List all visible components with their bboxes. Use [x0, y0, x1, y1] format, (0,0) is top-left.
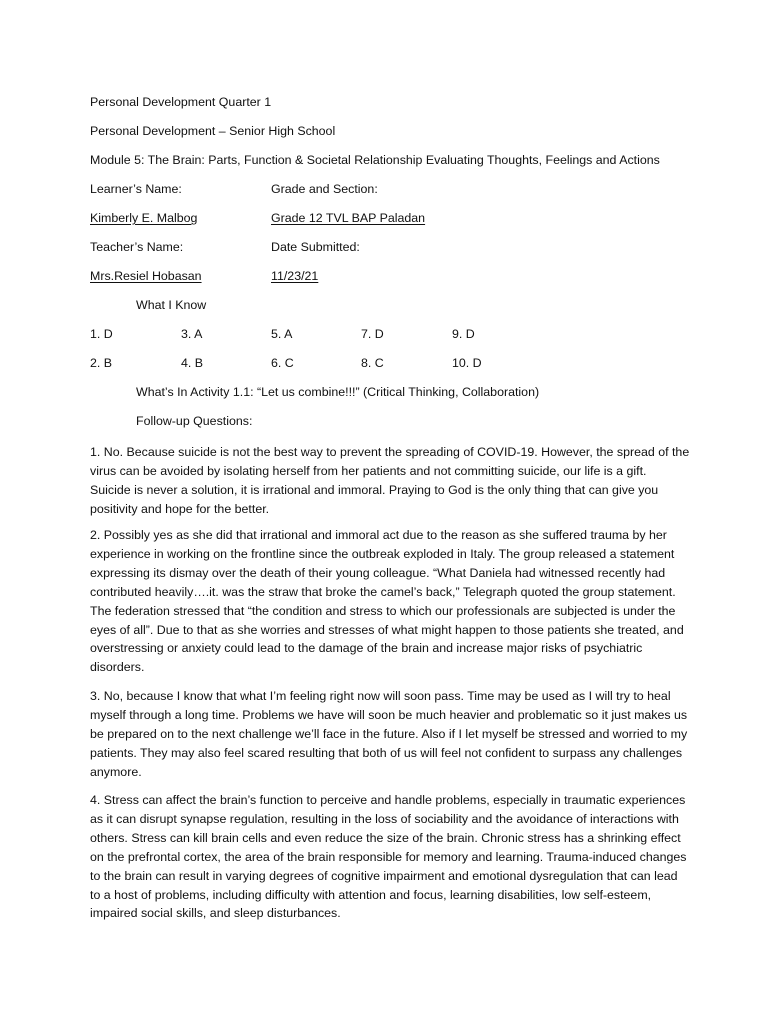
- teacher-name-label: Teacher’s Name:: [90, 240, 184, 254]
- learner-name-label: Learner’s Name:: [90, 182, 182, 196]
- answer-key-item: 7. D: [361, 327, 384, 341]
- date-submitted-value: 11/23/21: [271, 269, 319, 283]
- grade-section-value: Grade 12 TVL BAP Paladan: [271, 211, 426, 225]
- module-title: Module 5: The Brain: Parts, Function & Societal Relationship Evaluating Thoughts, Feelings and Actions: [90, 153, 660, 167]
- answer-paragraph-1: 1. No. Because suicide is not the best way to prevent the spreading of COVID-19. However, the spread of the virus can be avoided by isolating herself from her patients and not committing suicide, our life is a gift. Suicide is never a solution, it is irrational and immoral. Praying to God is the only thing that can give you positivity and hope for the better.: [90, 445, 690, 516]
- activity-heading: What’s In Activity 1.1: “Let us combine!!!” (Critical Thinking, Collaboration): [136, 385, 540, 399]
- learner-name-value: Kimberly E. Malbog: [90, 211, 198, 225]
- followup-heading: Follow-up Questions:: [136, 414, 253, 428]
- what-i-know-heading: What I Know: [136, 298, 207, 312]
- course-subtitle: Personal Development – Senior High School: [90, 124, 336, 138]
- answer-key-item: 9. D: [452, 327, 475, 341]
- teacher-name-value: Mrs.Resiel Hobasan: [90, 269, 202, 283]
- date-submitted-label: Date Submitted:: [271, 240, 360, 254]
- answer-paragraph-2: 2. Possibly yes as she did that irrational and immoral act due to the reason as she suffered trauma by her experience in working on the frontline since the outbreak exploded in Italy. The group released a statement expressing its dismay over the death of their young colleague. “What Daniela had witnessed recently had contributed heavily….it. was the straw that broke the camel’s back,” Telegraph quoted the group statement. The federation stressed that “the condition and stress to which our professionals are subjected is under the eyes of all”. Due to that as she worries and stresses of what might happen to those patients she treated, and overstressing or anxiety could lead to the damage of the brain and increase major risks of psychiatric disorders.: [90, 528, 684, 675]
- answer-paragraph-3: 3. No, because I know that what I’m feeling right now will soon pass. Time may be used as I will try to heal myself through a long time. Problems we have will soon be much heavier and problematic so it just makes us be prepared on to the next challenge we’ll face in the future. Also if I let myself be stressed and worried to my patients. They may also feel scared resulting that both of us will feel not confident to surpass any challenges anymore.: [90, 689, 688, 779]
- answer-key-item: 4. B: [181, 356, 204, 370]
- answer-key-item: 3. A: [181, 327, 203, 341]
- answer-key-item: 2. B: [90, 356, 113, 370]
- document-title: Personal Development Quarter 1: [90, 95, 272, 109]
- answer-key-item: 10. D: [452, 356, 482, 370]
- answer-paragraph-4: 4. Stress can affect the brain’s function to perceive and handle problems, especially in traumatic experiences as it can disrupt synapse regulation, resulting in the loss of sociability and the avoidance of interactions with others. Stress can kill brain cells and even reduce the size of the brain. Chronic stress has a shrinking effect on the prefrontal cortex, the area of the brain responsible for memory and learning. Trauma-induced changes to the brain can result in varying degrees of cognitive impairment and emotional dysregulation that can lead to a host of problems, including difficulty with attention and focus, learning disabilities, low self-esteem, impaired social skills, and sleep disturbances.: [90, 793, 687, 921]
- grade-section-label: Grade and Section:: [271, 182, 378, 196]
- answer-key-item: 6. C: [271, 356, 294, 370]
- answer-key-item: 5. A: [271, 327, 293, 341]
- answer-key-item: 1. D: [90, 327, 113, 341]
- answer-key-item: 8. C: [361, 356, 384, 370]
